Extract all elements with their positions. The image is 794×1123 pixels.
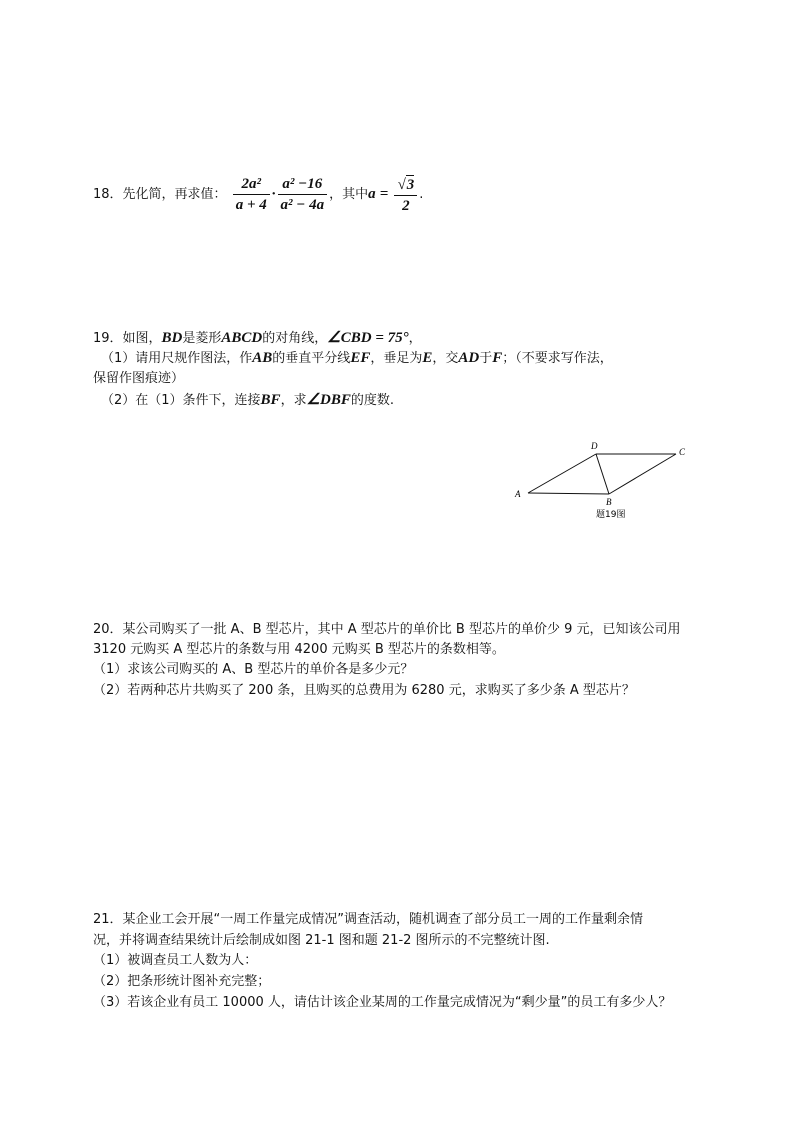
q18-fraction-1-denominator: a + 4 <box>235 197 267 213</box>
q21-line-2 <box>93 931 550 951</box>
q19-text-2e: 于 <box>479 351 493 366</box>
q19-text-4c: 的度数. <box>350 393 395 408</box>
q21-text-5: （3）若该企业有员工 10000 人，请估计该企业某周的工作量完成情况为“剩少量”的员工有多少人？ <box>93 995 672 1010</box>
q21-text-3: （1）被调查员工人数为人： <box>93 953 258 968</box>
q19-text-1c: 的对角线， <box>262 331 328 346</box>
q19-abcd: ABCD <box>221 330 263 346</box>
q18-fraction-1 <box>233 175 270 214</box>
q18-fraction-1-numerator: 2a² <box>233 175 270 195</box>
q20-text-3: （1）求该公司购买的 A、B 型芯片的单价各是多少元？ <box>93 662 414 677</box>
diagonal-bd <box>596 454 609 494</box>
q19-line-1 <box>93 328 422 349</box>
q20-line-3 <box>93 660 413 680</box>
q21-line-3 <box>93 951 257 971</box>
q19-text-2c: ，垂足为 <box>370 351 423 366</box>
q20-line-1 <box>93 620 681 640</box>
q19-text-3: 保留作图痕迹） <box>93 371 185 386</box>
q19-ad: AD <box>458 350 480 366</box>
q18-fraction-2-denominator: a² − 4a <box>280 197 325 213</box>
q18-value-numerator <box>394 175 417 196</box>
q18-dot: · <box>271 186 276 202</box>
sqrt-icon: √ <box>397 176 406 193</box>
q19-e: E <box>422 350 433 366</box>
edge-cb <box>609 454 676 494</box>
q19-figure <box>510 440 700 525</box>
q19-angle-cbd: ∠CBD = 75° <box>327 330 409 346</box>
q21-line-4 <box>93 972 270 992</box>
q18-variable: a <box>368 186 376 202</box>
q19-text-2tail: ；（不要求写作法， <box>502 351 613 366</box>
q19-text-2a: （1）请用尺规作图法，作 <box>101 351 253 366</box>
q20-text-1: 20．某公司购买了一批 A、B 型芯片，其中 A 型芯片的单价比 B 型芯片的单价少 9 元，已知该公司用 <box>93 622 681 637</box>
q21-line-1 <box>93 910 643 930</box>
q18-prefix: 18．先化简，再求值： <box>93 187 227 202</box>
label-b: B <box>606 497 612 507</box>
label-c: C <box>679 447 686 457</box>
rhombus-figure <box>510 440 700 525</box>
q19-angle-dbf: ∠DBF <box>306 392 351 408</box>
q18-equals: = <box>379 186 389 202</box>
q19-line-3 <box>93 369 184 389</box>
q19-bd: BD <box>161 330 183 346</box>
q21-text-4: （2）把条形统计图补充完整； <box>93 974 271 989</box>
q21-text-2: 况，并将调查结果统计后绘制成如图 21-1 图和题 21-2 图所示的不完整统计图. <box>93 933 550 948</box>
q19-ab: AB <box>252 350 273 366</box>
q18-value-fraction <box>394 175 417 215</box>
q18-fraction-2-numerator: a² −16 <box>278 175 328 195</box>
q18-value-denominator: 2 <box>402 197 410 214</box>
q19-f: F <box>492 350 503 366</box>
q19-text-1b: 是菱形 <box>182 331 222 346</box>
edge-ab <box>528 493 609 494</box>
q19-text-2d: ，交 <box>432 351 459 366</box>
q19-ef: EF <box>350 350 371 366</box>
q20-text-4: （2）若两种芯片共购买了 200 条，且购买的总费用为 6280 元，求购买了多少条 A 型芯片？ <box>93 683 635 698</box>
label-d: D <box>591 441 598 451</box>
figure-caption: 题19图 <box>596 510 626 520</box>
q19-text-1a: 19．如图， <box>93 331 162 346</box>
q20-text-2: 3120 元购买 A 型芯片的条数与用 4200 元购买 B 型芯片的条数相等。 <box>93 642 505 657</box>
q18-sqrt-radicand: 3 <box>406 176 415 193</box>
q21-line-5 <box>93 993 671 1013</box>
q19-text-1d: ， <box>408 331 422 346</box>
q21-text-1: 21．某企业工会开展“一周工作量完成情况”调查活动，随机调查了部分员工一周的工作量剩余情 <box>93 912 644 927</box>
q18-end: . <box>419 187 424 202</box>
q20-line-4 <box>93 681 635 701</box>
q19-text-2b: 的垂直平分线 <box>272 351 351 366</box>
q19-text-4a: （2）在（1）条件下，连接 <box>101 393 261 408</box>
q19-line-4 <box>101 390 394 411</box>
q20-line-2 <box>93 640 505 660</box>
q19-text-4b: ，求 <box>280 393 307 408</box>
q19-line-2 <box>101 348 613 369</box>
q18-line <box>93 172 423 216</box>
q18-condition-text: ，其中 <box>329 187 369 202</box>
q18-fraction-2 <box>278 175 328 214</box>
label-a: A <box>515 489 521 499</box>
q19-bf: BF <box>260 392 281 408</box>
edge-ad <box>528 454 596 493</box>
